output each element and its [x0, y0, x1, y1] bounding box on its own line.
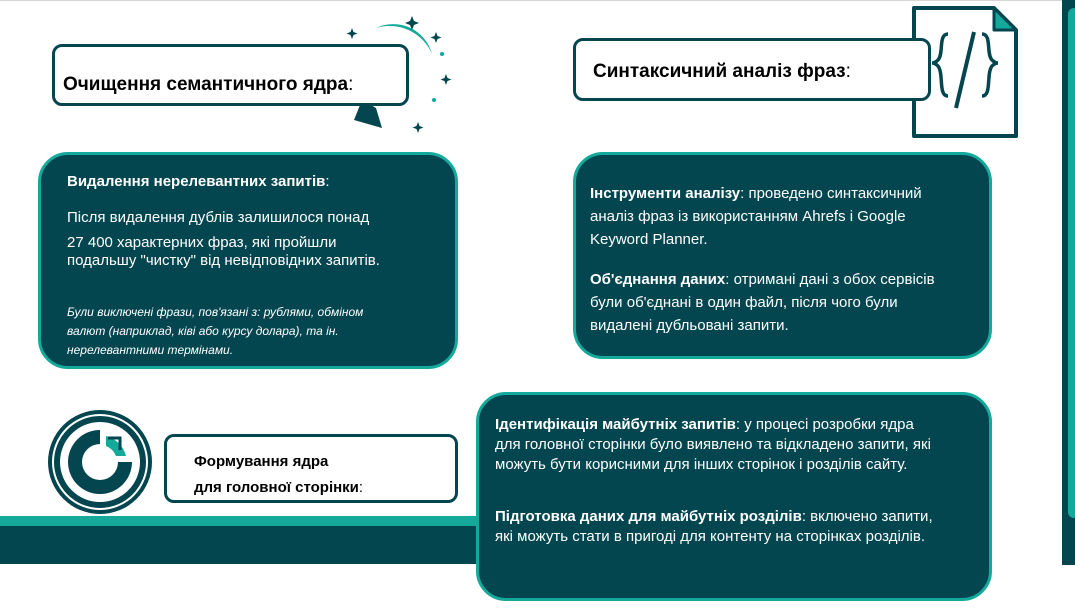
tools-line-2: аналіз фраз із використанням Ahrefs і Google: [590, 208, 906, 225]
tools-line-1: : проведено синтаксичний: [740, 185, 922, 202]
top-divider: [0, 0, 1075, 1]
prep-line-2: які можуть стати в пригоді для контенту на сторінках розділів.: [495, 528, 925, 545]
merge-line-2: були об'єднані в один файл, після чого були: [590, 294, 898, 311]
prep-heading: Підготовка даних для майбутніх розділів: [495, 508, 802, 525]
removal-line-1: Після видалення дублів залишилося понад: [67, 209, 370, 226]
future-line-1: : у процесі розробки ядра: [735, 416, 914, 433]
future-queries-card: [476, 392, 992, 601]
merge-line-1: : отримані дані з обох сервісів: [725, 271, 935, 288]
tools-line-3: Keyword Planner.: [590, 231, 708, 248]
homepage-core-title-box: [164, 434, 458, 503]
syntax-analysis-card: [573, 152, 992, 359]
semantic-core-title: Очищення семантичного ядра: [63, 74, 349, 95]
right-edge-accent: [1068, 8, 1075, 518]
excluded-line-2: валют (наприклад, ківі або курсу долара), та ін.: [67, 324, 339, 338]
syntax-analysis-title: Синтаксичний аналіз фраз: [593, 61, 846, 82]
syntax-analysis-title-colon: :: [845, 61, 851, 82]
removal-line-3: подальшу "чистку" від невідповідних запитів.: [67, 252, 380, 269]
homepage-core-title-line-1: Формування ядра: [194, 453, 329, 470]
future-line-2: для головної сторінки було виявлено та відкладено запити, які: [495, 436, 931, 453]
semantic-core-title-box: [52, 44, 409, 106]
future-heading: Ідентифікація майбутніх запитів: [495, 416, 736, 433]
removal-heading-colon: :: [325, 173, 330, 190]
future-line-3: можуть бути корисними для інших сторінок і розділів сайту.: [495, 456, 908, 473]
excluded-line-3: нерелевантними термінами.: [67, 343, 234, 357]
homepage-core-title-line-2: для головної сторінки: [194, 479, 359, 496]
removal-card: [38, 152, 458, 369]
merge-heading: Об'єднання даних: [590, 271, 726, 288]
excluded-line-1: Були виключені фрази, пов'язані з: рублями, обміном: [67, 305, 364, 319]
semantic-core-title-colon: :: [348, 74, 354, 95]
circular-logo-icon: [46, 408, 154, 516]
removal-line-2: 27 400 характерних фраз, які пройшли: [67, 234, 337, 251]
merge-line-3: видалені дубльовані запити.: [590, 317, 789, 334]
footer-band: [0, 526, 480, 564]
footer-band-accent: [0, 516, 480, 526]
syntax-analysis-title-box: [573, 38, 931, 101]
homepage-core-title-colon: :: [358, 479, 364, 496]
removal-heading: Видалення нерелевантних запитів: [67, 173, 326, 190]
tools-heading: Інструменти аналізу: [590, 185, 741, 202]
prep-line-1: : включено запити,: [801, 508, 933, 525]
